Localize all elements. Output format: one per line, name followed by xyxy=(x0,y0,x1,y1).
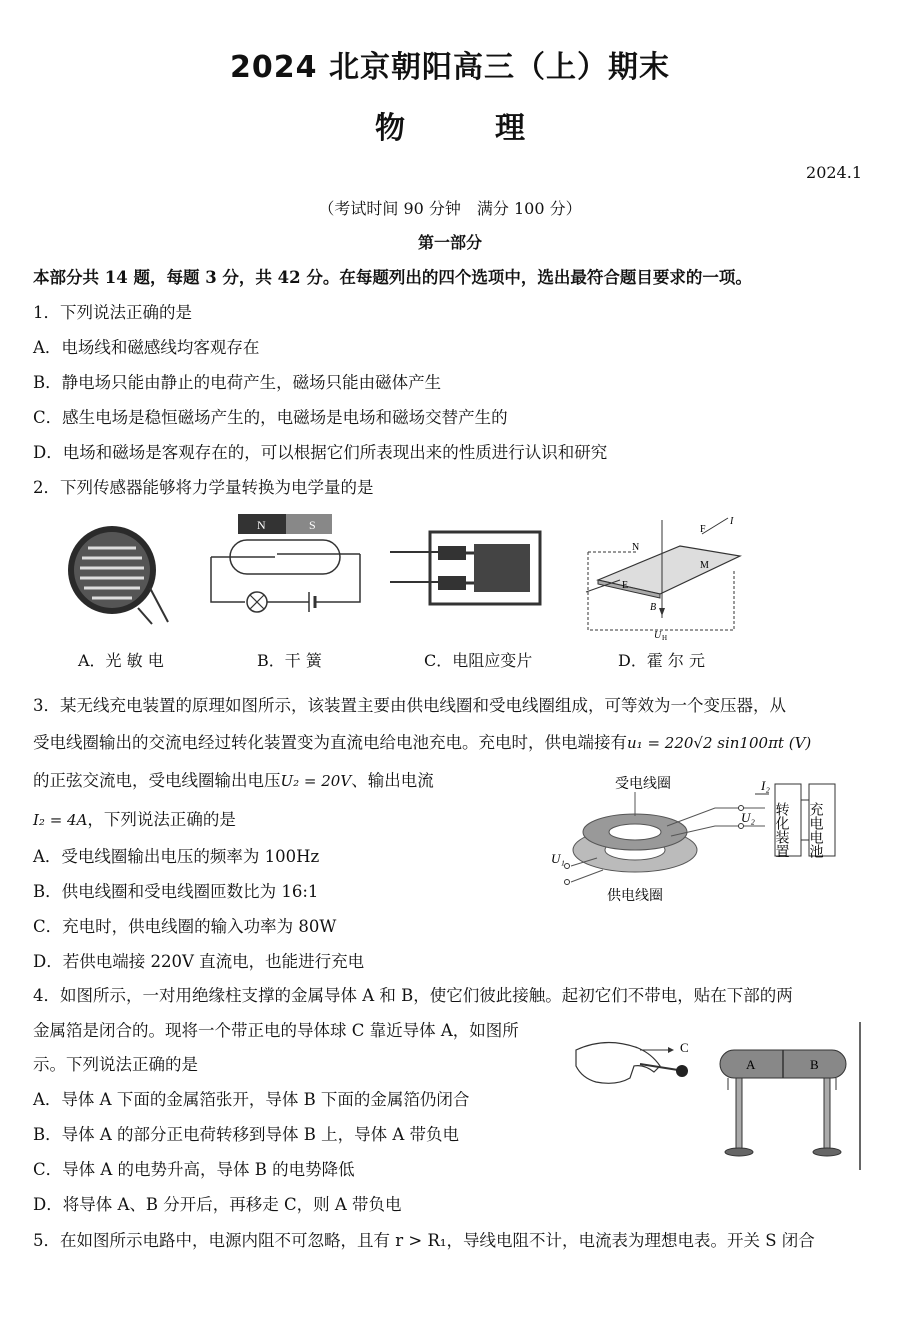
hall-u-sub: H xyxy=(662,634,668,640)
battery-label: 充电电池 xyxy=(807,802,823,858)
q3-output-current: I₂ = 4A xyxy=(33,811,88,829)
hall-u-label: U xyxy=(654,630,662,640)
q1-option-d: D．电场和磁场是客观存在的，可以根据它们所表现出来的性质进行认识和研究 xyxy=(33,443,608,462)
page-title: 2024 北京朝阳高三（上）期末 xyxy=(230,50,670,85)
q4-stem-line2: 金属箔是闭合的。现将一个带正电的导体球 C 靠近导体 A，如图所 xyxy=(33,1021,519,1040)
q1-option-a: A．电场线和磁感线均客观存在 xyxy=(33,338,260,357)
q3-stem-line2: 受电线圈输出的交流电经过转化装置变为直流电给电池充电。充电时，供电端接有 xyxy=(33,733,627,752)
supply-coil-label: 供电线圈 xyxy=(607,889,663,904)
q3-output-voltage: U₂ = 20V xyxy=(280,772,352,790)
q3-stem-line2-wrap xyxy=(33,729,811,753)
q3-option-b: B．供电线圈和受电线圈匝数比为 16:1 xyxy=(33,882,319,901)
i2-label: I₂ xyxy=(761,778,770,793)
q3-stem-line3-wrap xyxy=(33,767,434,791)
q4-option-b: B．导体 A 的部分正电荷转移到导体 B 上，导体 A 带负电 xyxy=(33,1125,460,1144)
u2-label: U₂ xyxy=(741,810,755,825)
q4-option-a: A．导体 A 下面的金属箔张开，导体 B 下面的金属箔仍闭合 xyxy=(33,1090,470,1109)
hall-m-label: M xyxy=(700,560,709,571)
hall-b-label: B xyxy=(650,602,657,613)
q5-stem: 5．在如图所示电路中，电源内阻不可忽略，且有 r > R₁，导线电阻不计，电流表为理想电表。开关 S 闭合 xyxy=(33,1231,815,1250)
instructions: 本部分共 14 题，每题 3 分，共 42 分。在每题列出的四个选项中，选出最符合题目要求的一项。 xyxy=(33,268,752,287)
q4-option-c: C．导体 A 的电势升高，导体 B 的电势降低 xyxy=(33,1160,355,1179)
fig-label-d: D．霍 尔 元 xyxy=(618,651,706,670)
q3-option-c: C．充电时，供电线圈的输入功率为 80W xyxy=(33,917,337,936)
hall-f-label: F xyxy=(700,524,706,535)
u1-label: U₁ xyxy=(551,851,565,866)
hall-n-label: N xyxy=(632,542,640,553)
hall-element-figure xyxy=(580,510,760,640)
reed-n-label: N xyxy=(257,518,266,532)
exam-date: 2024.1 xyxy=(806,163,862,182)
hall-e-label: E xyxy=(622,580,629,591)
fig-label-a: A．光 敏 电 xyxy=(78,651,164,670)
conductor-b-label: B xyxy=(810,1057,819,1072)
photoresistor-figure xyxy=(60,516,175,626)
hall-i-label: I xyxy=(730,516,734,527)
conductor-a-label: A xyxy=(746,1057,756,1072)
q3-stem-line4-wrap xyxy=(33,806,236,830)
q3-stem-line4: ，下列说法正确的是 xyxy=(87,810,236,829)
ball-c-label: C xyxy=(680,1040,689,1055)
q3-option-d: D．若供电端接 220V 直流电，也能进行充电 xyxy=(33,952,365,971)
q4-stem-line3: 示。下列说法正确的是 xyxy=(33,1055,198,1074)
q4-stem-line1: 4．如图所示，一对用绝缘柱支撑的金属导体 A 和 B，使它们彼此接触。起初它们不带电，贴在下部的两 xyxy=(33,986,793,1005)
q3-voltage-formula: u₁ = 220√2 sin100πt (V) xyxy=(627,734,812,752)
fig-label-c: C．电阻应变片 xyxy=(424,651,533,670)
q1-option-b: B．静电场只能由静止的电荷产生，磁场只能由磁体产生 xyxy=(33,373,442,392)
fig-label-b: B．干 簧 xyxy=(257,651,322,670)
conductor-figure xyxy=(570,1020,865,1175)
converter-label: 转化装置 xyxy=(773,802,789,858)
reed-s-label: S xyxy=(309,518,316,532)
exam-info: （考试时间 90 分钟 满分 100 分） xyxy=(318,199,582,218)
q2-stem: 2．下列传感器能够将力学量转换为电学量的是 xyxy=(33,478,374,497)
q3-option-a: A．受电线圈输出电压的频率为 100Hz xyxy=(33,847,320,866)
q4-option-d: D．将导体 A、B 分开后，再移走 C，则 A 带负电 xyxy=(33,1195,402,1214)
wireless-charger-figure xyxy=(545,770,865,910)
subject-title: 物 理 xyxy=(375,111,555,146)
q3-stem-line3a: 的正弦交流电，受电线圈输出电压 xyxy=(33,771,281,790)
reed-switch-figure xyxy=(205,510,365,615)
part-heading: 第一部分 xyxy=(417,233,482,252)
q1-option-c: C．感生电场是稳恒磁场产生的，电磁场是电场和磁场交替产生的 xyxy=(33,408,508,427)
q1-stem: 1．下列说法正确的是 xyxy=(33,303,192,322)
receive-coil-label: 受电线圈 xyxy=(615,777,671,792)
q3-stem-line1: 3．某无线充电装置的原理如图所示，该装置主要由供电线圈和受电线圈组成，可等效为一个变压器，从 xyxy=(33,696,786,715)
q3-stem-line3b: 、输出电流 xyxy=(351,771,434,790)
strain-gauge-figure xyxy=(390,528,545,608)
